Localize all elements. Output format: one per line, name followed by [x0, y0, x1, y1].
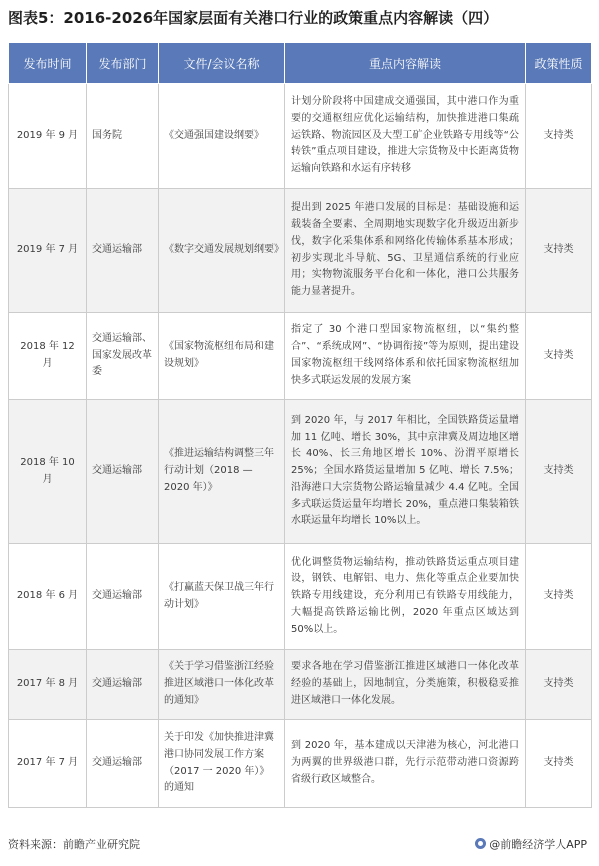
cell-dept: 交通运输部: [87, 650, 159, 720]
cell-content: 优化调整货物运输结构，推动铁路货运重点项目建设，钢铁、电解铝、电力、焦化等重点企业要加快铁路专用线建设，充分利用已有铁路专用线能力，大幅提高铁路运输比例，2020 年重点区域达到 50%以上。: [285, 544, 526, 650]
table-row: [9, 400, 592, 544]
column-header-content: 重点内容解读: [285, 43, 526, 84]
cell-content: 到 2020 年，与 2017 年相比，全国铁路货运量增加 11 亿吨、增长 30%，其中京津冀及周边地区增长 40%、长三角地区增长 10%、汾渭平原增长 25%；全国水路货运量增加 5 亿吨、增长 7.5%；沿海港口大宗货物公路运输量减少 4.4 亿吨。全国多式联运货运量年均增长 20%，重点港口集装箱铁水联运量年均增长 10%以上。: [285, 400, 526, 544]
cell-nature: 支持类: [526, 400, 592, 544]
cell-date: 2017 年 8 月: [9, 650, 87, 720]
table-row: [9, 313, 592, 400]
cell-date: 2019 年 9 月: [9, 84, 87, 189]
footer: [8, 836, 591, 854]
policy-table: [8, 42, 592, 808]
table-header-row: [9, 43, 592, 84]
cell-doc: 《打赢蓝天保卫战三年行动计划》: [159, 544, 285, 650]
table-row: [9, 650, 592, 720]
cell-nature: 支持类: [526, 544, 592, 650]
cell-date: 2017 年 7 月: [9, 720, 87, 808]
cell-dept: 交通运输部: [87, 400, 159, 544]
cell-content: 到 2020 年，基本建成以天津港为核心，河北港口为两翼的世界级港口群，先行示范带动港口资源跨省级行政区域整合。: [285, 720, 526, 808]
page-title: 图表5：2016-2026年国家层面有关港口行业的政策重点内容解读（四）: [8, 9, 499, 27]
cell-dept: 交通运输部: [87, 720, 159, 808]
cell-doc: 《交通强国建设纲要》: [159, 84, 285, 189]
cell-dept: 交通运输部: [87, 189, 159, 313]
column-header-dept: 发布部门: [87, 43, 159, 84]
cell-content: 计划分阶段将中国建成交通强国，其中港口作为重要的交通枢纽应优化运输结构，加快推进港口集疏运铁路、物流园区及大型工矿企业铁路专用线等“公转铁”重点项目建设，推进大宗货物及中长距离货物运输向铁路和水运有序转移: [285, 84, 526, 189]
column-header-nature: 政策性质: [526, 43, 592, 84]
cell-nature: 支持类: [526, 720, 592, 808]
cell-content: 要求各地在学习借鉴浙江推进区域港口一体化改革经验的基础上，因地制宜，分类施策，积极稳妥推进区域港口一体化发展。: [285, 650, 526, 720]
cell-date: 2018 年 6 月: [9, 544, 87, 650]
source-note: 资料来源：前瞻产业研究院: [8, 838, 140, 851]
cell-date: 2018 年 12 月: [9, 313, 87, 400]
cell-nature: 支持类: [526, 650, 592, 720]
cell-dept: 交通运输部、国家发展改革委: [87, 313, 159, 400]
table-row: [9, 544, 592, 650]
cell-doc: 《数字交通发展规划纲要》: [159, 189, 285, 313]
cell-doc: 《关于学习借鉴浙江经验推进区域港口一体化改革的通知》: [159, 650, 285, 720]
column-header-date: 发布时间: [9, 43, 87, 84]
table-row: [9, 189, 592, 313]
cell-content: 提出到 2025 年港口发展的目标是：基础设施和运载装备全要素、全周期地实现数字化升级迈出新步伐，数字化采集体系和网络化传输体系基本形成；初步实现北斗导航、5G、卫星通信系统的行业应用；实物物流服务平台化和一体化，港口公共服务能力显著提升。: [285, 189, 526, 313]
cell-doc: 关于印发《加快推进津冀港口协同发展工作方案（2017 一 2020 年）》的通知: [159, 720, 285, 808]
brand-logo-icon: [475, 838, 486, 849]
cell-nature: 支持类: [526, 313, 592, 400]
cell-nature: 支持类: [526, 189, 592, 313]
cell-dept: 国务院: [87, 84, 159, 189]
table-row: [9, 720, 592, 808]
brand-credit: [475, 836, 587, 852]
cell-doc: 《国家物流枢纽布局和建设规划》: [159, 313, 285, 400]
brand-text: @前瞻经济学人APP: [489, 838, 587, 851]
cell-content: 指定了 30 个港口型国家物流枢纽，以“集约整合”、“系统成网”、“协调衔接”等为原则，提出建设国家物流枢纽干线网络体系和依托国家物流枢纽加快多式联运发展的发展方案: [285, 313, 526, 400]
cell-doc: 《推进运输结构调整三年行动计划（2018 — 2020 年）》: [159, 400, 285, 544]
table-row: [9, 84, 592, 189]
cell-date: 2018 年 10 月: [9, 400, 87, 544]
cell-nature: 支持类: [526, 84, 592, 189]
cell-date: 2019 年 7 月: [9, 189, 87, 313]
cell-dept: 交通运输部: [87, 544, 159, 650]
column-header-doc: 文件/会议名称: [159, 43, 285, 84]
